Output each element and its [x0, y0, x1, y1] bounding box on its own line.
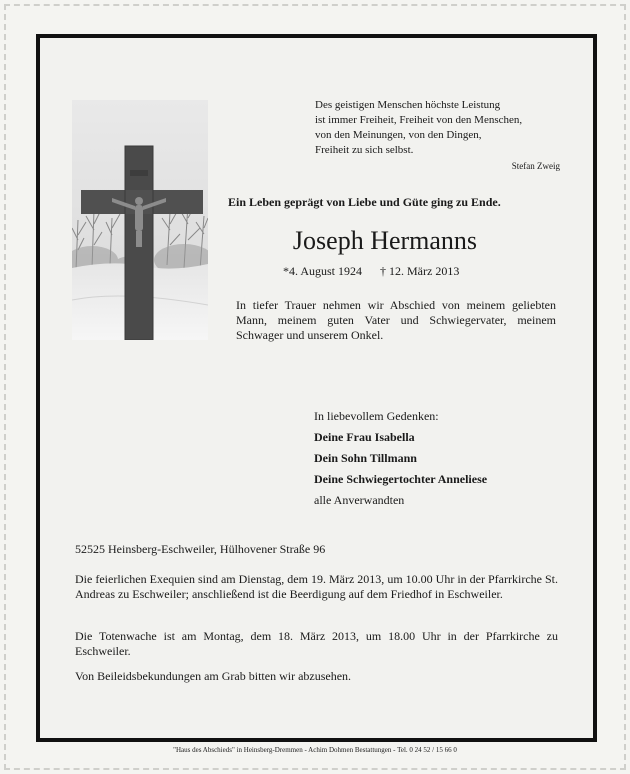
- funeral-service-text: Die feierlichen Exequien sind am Dienstag, dem 19. März 2013, um 10.00 Uhr in der Pfarrkirche St. Andreas zu Eschweiler; anschließend ist die Beerdigung auf dem Friedhof in Eschweiler.: [75, 572, 558, 601]
- quote-line: Freiheit zu sich selbst.: [315, 144, 414, 156]
- life-dates: [283, 264, 459, 279]
- crucifix-photo: [72, 100, 208, 340]
- tagline: Ein Leben geprägt von Liebe und Güte ging zu Ende.: [228, 195, 501, 209]
- funeral-home-footer: "Haus des Abschieds" in Heinsberg-Dremmen - Achim Dohmen Bestattungen - Tel. 0 24 52 / 15 66 0: [173, 746, 457, 754]
- deceased-name: Joseph Hermanns: [292, 226, 478, 255]
- family-address: 52525 Heinsberg-Eschweiler, Hülhovener Straße 96: [75, 542, 326, 556]
- mourners-block: [314, 406, 487, 511]
- crucifix-image: [72, 100, 208, 340]
- quote-line: ist immer Freiheit, Freiheit von den Menschen,: [315, 114, 523, 126]
- mourners-intro: In liebevollem Gedenken:: [314, 409, 439, 423]
- quote-line: Des geistigen Menschen höchste Leistung: [315, 99, 501, 111]
- birth-date: *4. August 1924: [283, 264, 363, 278]
- death-date: † 12. März 2013: [380, 264, 460, 278]
- mourner-name: Dein Sohn Tillmann: [314, 451, 417, 465]
- wake-text: Die Totenwache ist am Montag, dem 18. März 2013, um 18.00 Uhr in der Pfarrkirche zu Eschweiler.: [75, 629, 558, 658]
- mourner-name: Deine Frau Isabella: [314, 430, 415, 444]
- condolence-note: Von Beileidsbekundungen am Grab bitten wir abzusehen.: [75, 669, 352, 683]
- mourners-others: alle Anverwandten: [314, 493, 405, 507]
- mourning-text: In tiefer Trauer nehmen wir Abschied von meinem geliebten Mann, meinem guten Vater und Schwiegervater, meinem Schwager und unserem Onkel.: [236, 298, 556, 342]
- quote-line: von den Meinungen, von den Dingen,: [315, 129, 482, 141]
- quote-block: [315, 98, 560, 174]
- quote-author: Stefan Zweig: [511, 161, 560, 171]
- mourner-name: Deine Schwiegertochter Anneliese: [314, 472, 488, 486]
